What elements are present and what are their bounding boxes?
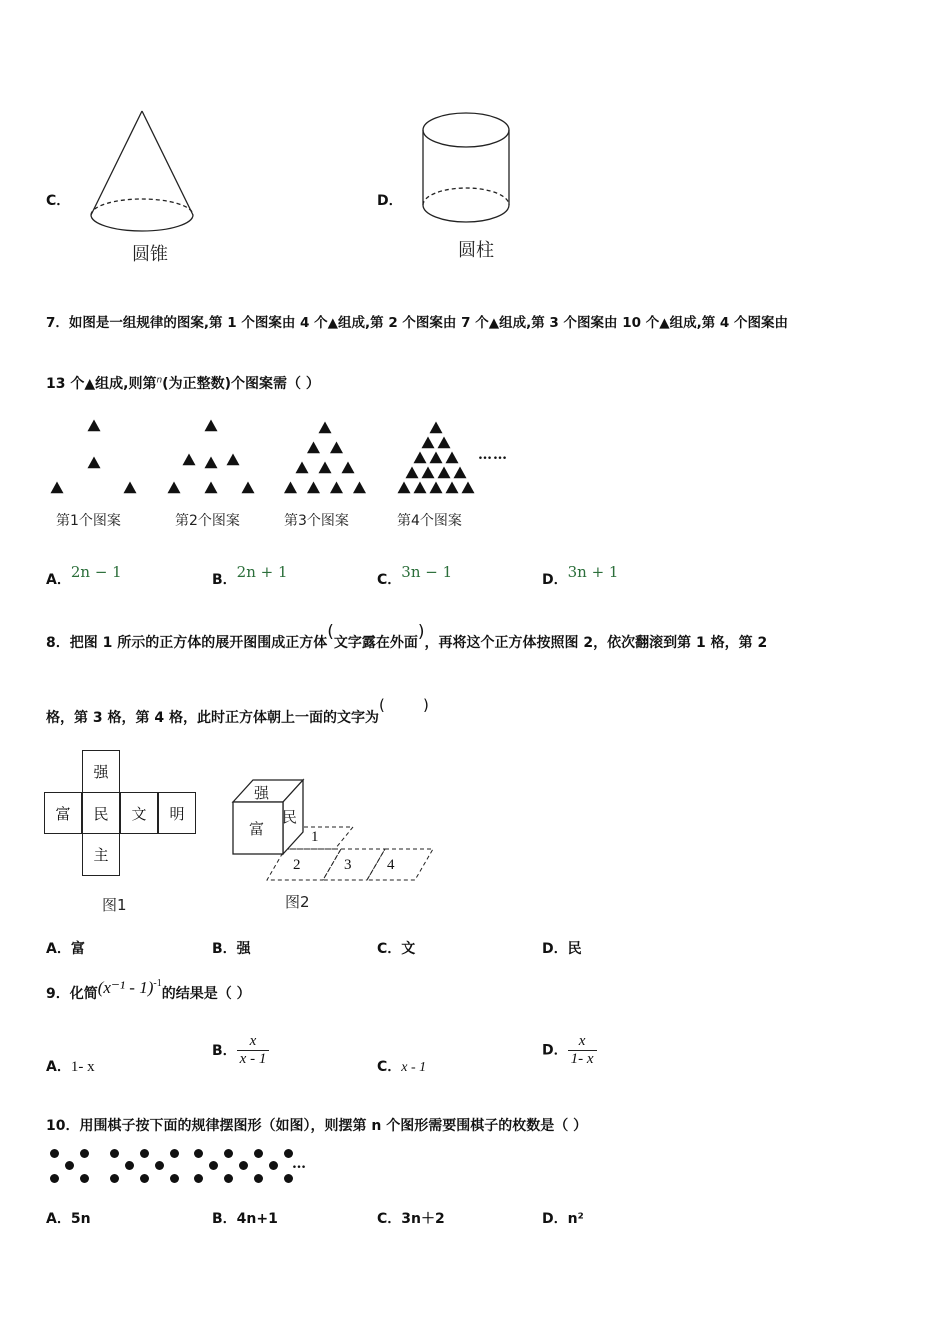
q9-option-c-value: x - 1 xyxy=(401,1060,427,1075)
q7-option-b[interactable] xyxy=(212,563,288,589)
go-stone xyxy=(50,1149,59,1158)
cylinder-figure xyxy=(418,105,518,235)
triangle-p1-2 xyxy=(51,482,64,494)
q9-option-d-denominator: 1- x xyxy=(568,1050,597,1068)
triangle-p2-4 xyxy=(168,482,181,494)
q7-option-c-label: C． xyxy=(377,572,402,588)
q9-option-b-numerator: x xyxy=(249,1033,257,1049)
triangle-p2-3 xyxy=(227,454,240,466)
q8-option-a[interactable] xyxy=(46,938,85,958)
triangle-p3-7 xyxy=(307,482,320,494)
q7-stem-line2 xyxy=(46,373,320,393)
q10-option-a-label: A． xyxy=(46,1211,71,1227)
go-stone xyxy=(194,1149,203,1158)
q9-stem-b: 的结果是（ ） xyxy=(161,986,251,1002)
roll-cell-3: 3 xyxy=(344,857,352,873)
q9-stem-a: 9．化简 xyxy=(46,986,98,1002)
q9-option-a-label: A． xyxy=(46,1059,71,1075)
q8-answer-blank: ( ) xyxy=(378,696,429,714)
q7-option-d[interactable] xyxy=(542,563,619,589)
triangle-p2-0 xyxy=(205,420,218,432)
q9-option-b-label: B． xyxy=(212,1042,237,1059)
triangle-p4-3 xyxy=(414,452,427,464)
net-cell-top: 强 xyxy=(82,750,120,793)
q7-stem-line1: 7．如图是一组规律的图案,第 1 个图案由 4 个▲组成,第 2 个图案由 7 个▲组成,第 3 个图案由 10 个▲组成,第 4 个图案由 xyxy=(46,315,788,331)
q7-option-c[interactable] xyxy=(377,563,453,589)
q10-option-a[interactable] xyxy=(46,1208,91,1228)
q9-option-c[interactable] xyxy=(377,1056,426,1076)
triangle-p2-2 xyxy=(205,457,218,469)
q8-stem-line1 xyxy=(46,622,768,652)
q10-option-d-value: n² xyxy=(567,1211,584,1227)
q9-stem xyxy=(46,978,251,1003)
q7-stem-line2-a: 13 个▲组成,则第 xyxy=(46,376,157,392)
net-cell-left: 富 xyxy=(44,792,82,834)
q7-n-symbol: n xyxy=(156,375,163,386)
triangle-p3-3 xyxy=(296,462,309,474)
fig1-caption: 图1 xyxy=(102,896,127,914)
roll-cell-2: 2 xyxy=(293,857,301,873)
triangle-p4-9 xyxy=(454,467,467,479)
triangle-p4-11 xyxy=(414,482,427,494)
q8-stem-line1-c: ，再将这个正方体按照图 2，依次翻滚到第 1 格，第 2 xyxy=(424,635,768,651)
go-stone xyxy=(140,1149,149,1158)
q7-option-a-label: A． xyxy=(46,572,71,588)
q9-option-c-label: C． xyxy=(377,1059,402,1075)
cone-caption: 圆锥 xyxy=(132,244,168,265)
triangle-p3-9 xyxy=(353,482,366,494)
go-stone xyxy=(110,1174,119,1183)
q10-option-c-value: 3n＋2 xyxy=(401,1211,445,1227)
triangle-p4-4 xyxy=(430,452,443,464)
cube-top-face: 强 xyxy=(254,784,270,802)
triangle-p1-1 xyxy=(88,457,101,469)
go-stone xyxy=(269,1161,278,1170)
fig2-caption: 图2 xyxy=(285,893,310,911)
go-stone xyxy=(224,1149,233,1158)
go-stone xyxy=(254,1174,263,1183)
go-stone xyxy=(224,1174,233,1183)
go-stone xyxy=(170,1174,179,1183)
q8-option-d-label: D． xyxy=(542,941,568,957)
option-d-label: D． xyxy=(377,193,403,209)
q8-option-a-label: A． xyxy=(46,941,71,957)
triangle-p4-14 xyxy=(462,482,475,494)
pattern-caption-2: 第2个图案 xyxy=(175,513,240,529)
q10-option-d[interactable] xyxy=(542,1208,584,1228)
q10-option-d-label: D． xyxy=(542,1211,568,1227)
go-stone xyxy=(50,1174,59,1183)
q8-stem-line2-text: 格，第 3 格，第 4 格，此时正方体朝上一面的文字为 xyxy=(46,710,379,726)
net-cell-bottom: 主 xyxy=(82,833,120,876)
q9-option-d-label: D． xyxy=(542,1042,568,1059)
net-cell-right2: 明 xyxy=(158,792,196,834)
roll-cell-4: 4 xyxy=(387,857,395,873)
q9-option-a[interactable] xyxy=(46,1056,95,1076)
pattern-caption-3: 第3个图案 xyxy=(284,513,349,529)
q9-option-b-fraction xyxy=(237,1033,270,1068)
triangle-p4-7 xyxy=(422,467,435,479)
q7-option-d-value: 3n + 1 xyxy=(567,563,619,581)
triangle-p2-6 xyxy=(242,482,255,494)
q7-option-a-value: 2n − 1 xyxy=(70,563,122,581)
q8-option-a-value: 富 xyxy=(70,941,85,957)
roll-cell-1: 1 xyxy=(311,829,319,845)
net-cell-right1: 文 xyxy=(120,792,158,834)
go-stone xyxy=(125,1161,134,1170)
go-stone xyxy=(239,1161,248,1170)
go-stone-pattern-figure xyxy=(44,1144,294,1186)
go-stone xyxy=(65,1161,74,1170)
pattern-caption-1: 第1个图案 xyxy=(56,513,121,529)
triangle-p3-2 xyxy=(330,442,343,454)
go-stone xyxy=(194,1174,203,1183)
cube-net-figure xyxy=(44,750,204,880)
q10-option-c[interactable] xyxy=(377,1208,445,1228)
q7-option-b-value: 2n + 1 xyxy=(236,563,288,581)
go-stone xyxy=(284,1174,293,1183)
q7-stem-line2-b: (为正整数)个图案需（ ） xyxy=(162,376,320,392)
triangle-p1-3 xyxy=(124,482,137,494)
triangle-p3-6 xyxy=(284,482,297,494)
go-stone xyxy=(254,1149,263,1158)
cylinder-caption: 圆柱 xyxy=(458,240,494,261)
q8-paren-open: ( xyxy=(327,622,334,642)
triangle-p4-5 xyxy=(446,452,459,464)
triangle-p1-0 xyxy=(88,420,101,432)
q8-option-c-label: C． xyxy=(377,941,402,957)
go-stone xyxy=(140,1174,149,1183)
triangle-p4-8 xyxy=(438,467,451,479)
q9-option-a-value: 1- x xyxy=(70,1059,95,1075)
q10-option-b[interactable] xyxy=(212,1208,278,1228)
q10-option-c-label: C． xyxy=(377,1211,402,1227)
triangle-p4-10 xyxy=(398,482,411,494)
q8-option-b-value: 强 xyxy=(236,941,251,957)
triangle-p3-5 xyxy=(342,462,355,474)
go-stone xyxy=(80,1149,89,1158)
q7-option-a[interactable] xyxy=(46,563,122,589)
q8-option-c-value: 文 xyxy=(401,941,416,957)
net-cell-center: 民 xyxy=(82,792,120,834)
q8-stem-line1-b: 文字露在外面 xyxy=(333,635,418,651)
go-stone xyxy=(110,1149,119,1158)
q8-paren-close: ) xyxy=(417,622,425,642)
q9-option-d-numerator: x xyxy=(578,1033,586,1049)
triangle-p3-8 xyxy=(330,482,343,494)
q8-option-b[interactable] xyxy=(212,938,251,958)
cone-figure xyxy=(82,105,202,235)
cube-side-face: 民 xyxy=(282,808,298,826)
q9-option-d[interactable] xyxy=(542,1033,597,1068)
pattern-ellipsis: …… xyxy=(478,447,508,463)
q8-option-d[interactable] xyxy=(542,938,582,958)
q9-option-d-fraction xyxy=(568,1033,597,1068)
cube-front-face: 富 xyxy=(249,820,265,838)
q10-option-a-value: 5n xyxy=(70,1211,91,1227)
triangle-p3-4 xyxy=(319,462,332,474)
triangle-p4-2 xyxy=(438,437,451,449)
go-stone xyxy=(80,1174,89,1183)
go-stone xyxy=(155,1161,164,1170)
triangle-p3-1 xyxy=(307,442,320,454)
go-stone xyxy=(170,1149,179,1158)
q9-option-b-denominator: x - 1 xyxy=(237,1050,270,1068)
pattern-caption-4: 第4个图案 xyxy=(397,513,462,529)
triangle-p2-5 xyxy=(205,482,218,494)
q9-expression-exponent: -1 xyxy=(153,978,162,990)
triangle-pattern-figure xyxy=(40,410,540,505)
q10-stem: 10．用围棋子按下面的规律摆图形（如图），则摆第 n 个图形需要围棋子的枚数是（ ） xyxy=(46,1118,588,1134)
triangle-p4-6 xyxy=(406,467,419,479)
triangle-p3-0 xyxy=(319,422,332,434)
go-stone xyxy=(209,1161,218,1170)
q8-option-c[interactable] xyxy=(377,938,415,958)
q7-option-b-label: B． xyxy=(212,572,237,588)
q9-expression: (x⁻¹ - 1) xyxy=(97,978,154,997)
option-c-label: C． xyxy=(46,193,71,209)
q10-option-b-label: B． xyxy=(212,1211,237,1227)
triangle-p4-1 xyxy=(422,437,435,449)
triangle-p4-13 xyxy=(446,482,459,494)
q8-stem-line1-a: 8．把图 1 所示的正方体的展开图围成正方体 xyxy=(46,635,328,651)
go-stone-ellipsis: … xyxy=(292,1156,306,1172)
q7-option-c-value: 3n − 1 xyxy=(401,563,453,581)
triangle-p4-0 xyxy=(430,422,443,434)
q9-option-b[interactable] xyxy=(212,1033,269,1068)
q8-stem-line2 xyxy=(46,696,429,727)
triangle-p2-1 xyxy=(183,454,196,466)
q8-option-b-label: B． xyxy=(212,941,237,957)
q8-option-d-value: 民 xyxy=(567,941,582,957)
q10-option-b-value: 4n+1 xyxy=(236,1211,278,1227)
triangle-p4-12 xyxy=(430,482,443,494)
q7-option-d-label: D． xyxy=(542,572,568,588)
